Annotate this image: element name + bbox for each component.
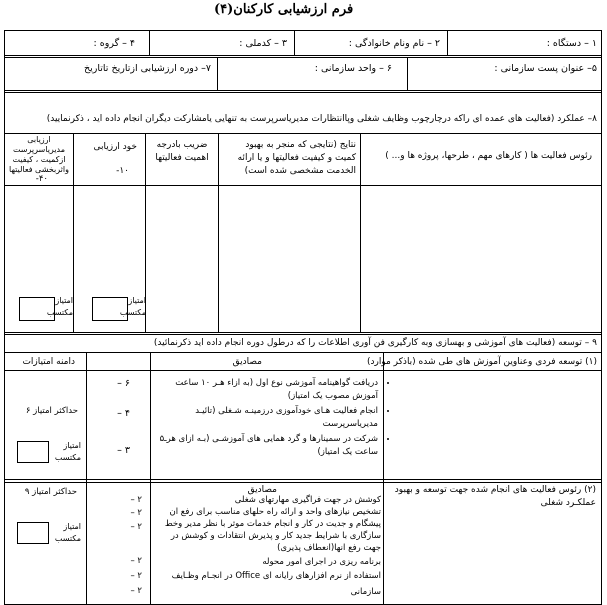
col-manager-range: ۴۰-	[35, 174, 48, 184]
sub2-examples-header: مصادیق	[247, 485, 277, 495]
manager-score-label: امتیاز مکتسب	[46, 296, 73, 317]
col-results-header: نتایج (نتایجی که منجر به بهبود کمیت و کیفیت فعالیتها و یا ارائه الخدمت مشخصی شده است)	[237, 140, 356, 176]
max-score-9-label: حداکثر امتیاز ۹	[24, 487, 77, 497]
bullet-item: • شرکت در سمینارها و گرد همایی های آموزشـی (بـه ازای هرـ۵ ساعت یک امتیاز)	[156, 433, 378, 458]
sub2-line: برنامه ریزی در اجرای امور محوله	[262, 557, 381, 567]
group-label: ۴ – گروه :	[93, 38, 135, 49]
sub2-line: تشخیص نیازهای واحد و ارائه راه حلهای مناسب برای رفع ان	[169, 507, 381, 517]
dev-score-label-1: امتیاز مکتسب	[54, 441, 81, 462]
sub2-line: سازگاری با شرایط جدید کار و پذیرش انتقادات و کوشش در	[170, 531, 381, 541]
bullet-item: • دریافت گواهینامه آموزشی نوع اول (به ازاء هـر ۱۰ ساعت آموزش مصوب یک امتیاز)	[156, 377, 378, 402]
section9-sub2-label: (۲) رئوس فعالیت های انجام شده جهت توسعه و بهبود عملکـرد شغلی	[394, 485, 596, 508]
sub2-range-value: ۲ –	[130, 571, 142, 581]
col-self-range: ۱۰-	[116, 166, 129, 176]
col-range-header: دامنه امتیازات	[22, 357, 75, 367]
page-title: فرم ارزشیابی کارکنان(۴)	[214, 2, 354, 17]
col-examples-header: مصادیق	[232, 357, 262, 367]
dev-score-label-2: امتیاز مکتسب	[54, 522, 81, 543]
period-label: ۷– دوره ارزشیابی ازتاریخ تاتاریخ	[84, 63, 211, 74]
sub2-range-value: ۲ –	[130, 495, 142, 505]
sub2-line: سازمانی	[350, 587, 381, 597]
position-label: ۵– عنوان پست سازمانی :	[494, 63, 597, 74]
range-value: ۳ –	[117, 445, 130, 456]
max-score-6-label: حداکثر امتیاز ۶	[25, 406, 78, 416]
sub2-line: جهت رفع انها(انعطاف پذیری)	[277, 543, 381, 553]
bullet-item: • انجام فعالیت هـای خودآموزی درزمینـه شـغلی (تائیـد مدیریاسرپرست	[156, 405, 378, 430]
section9-sub1-label: (۱) توسعه فردی وعناوین آموزش های طی شده (باذکر موارد)	[366, 357, 597, 367]
section9-title: ۹ – توسعه (فعالیت های آموزشی و بهسازی وبه کارگیری فن آوری اطلاعات را که درطول دوره انجام داده اید ذکرنمائید)	[153, 338, 597, 348]
fullname-label: ۲ – نام ونام خانوادگی :	[348, 38, 440, 49]
sub2-range-value: ۲ –	[130, 586, 142, 596]
col-self-header: خود ارزیابی	[93, 142, 137, 152]
col-activities-header: رئوس فعالیت ها ( کارهای مهم ، طرحها، پروژه ها و... )	[385, 151, 592, 161]
dev-score-box-1[interactable]	[17, 441, 49, 463]
range-value: ۶ –	[117, 378, 130, 389]
sub2-line: پیشگام و جدیت در کار و انجام خدمات موثر با نظر مدیر وخط	[164, 519, 381, 529]
development-bullet-list	[156, 377, 390, 461]
col-weight-header: ضریب بادرجه اهمیت فعالیتها	[155, 140, 209, 163]
range-value: ۴ –	[117, 408, 130, 419]
self-score-label: امتیاز مکتسب	[119, 296, 146, 317]
col-manager-header: ارزیابی مدیریاسرپرست ازکمیت ، کیفیت واثربخشی فعالیتها	[9, 135, 69, 174]
sub2-range-value: ۲ –	[130, 508, 142, 518]
section8-title: ۸– عملکرد (فعالیت های عمده ای راکه درچارچوب وظایف شغلی وپاانتظارات مدیریاسرپرست به تنهایی یامشارکت دیگران انجام داده اید ، ذکرنمایید)	[46, 114, 597, 124]
personnel-no-label: ۳ – کدملی :	[239, 38, 287, 49]
sub2-line: استفاده از نرم افزارهای رایانه ای Office در انجـام وظـایف	[171, 571, 381, 581]
device-label: ۱ – دستگاه :	[546, 38, 597, 49]
unit-label: ۶ – واحد سازمانی :	[314, 63, 392, 74]
sub2-range-value: ۲ –	[130, 522, 142, 532]
sub2-range-value: ۲ –	[130, 556, 142, 566]
dev-score-box-2[interactable]	[17, 522, 49, 544]
sub2-line: کوشش در جهت فراگیری مهارتهای شغلی	[234, 495, 381, 505]
